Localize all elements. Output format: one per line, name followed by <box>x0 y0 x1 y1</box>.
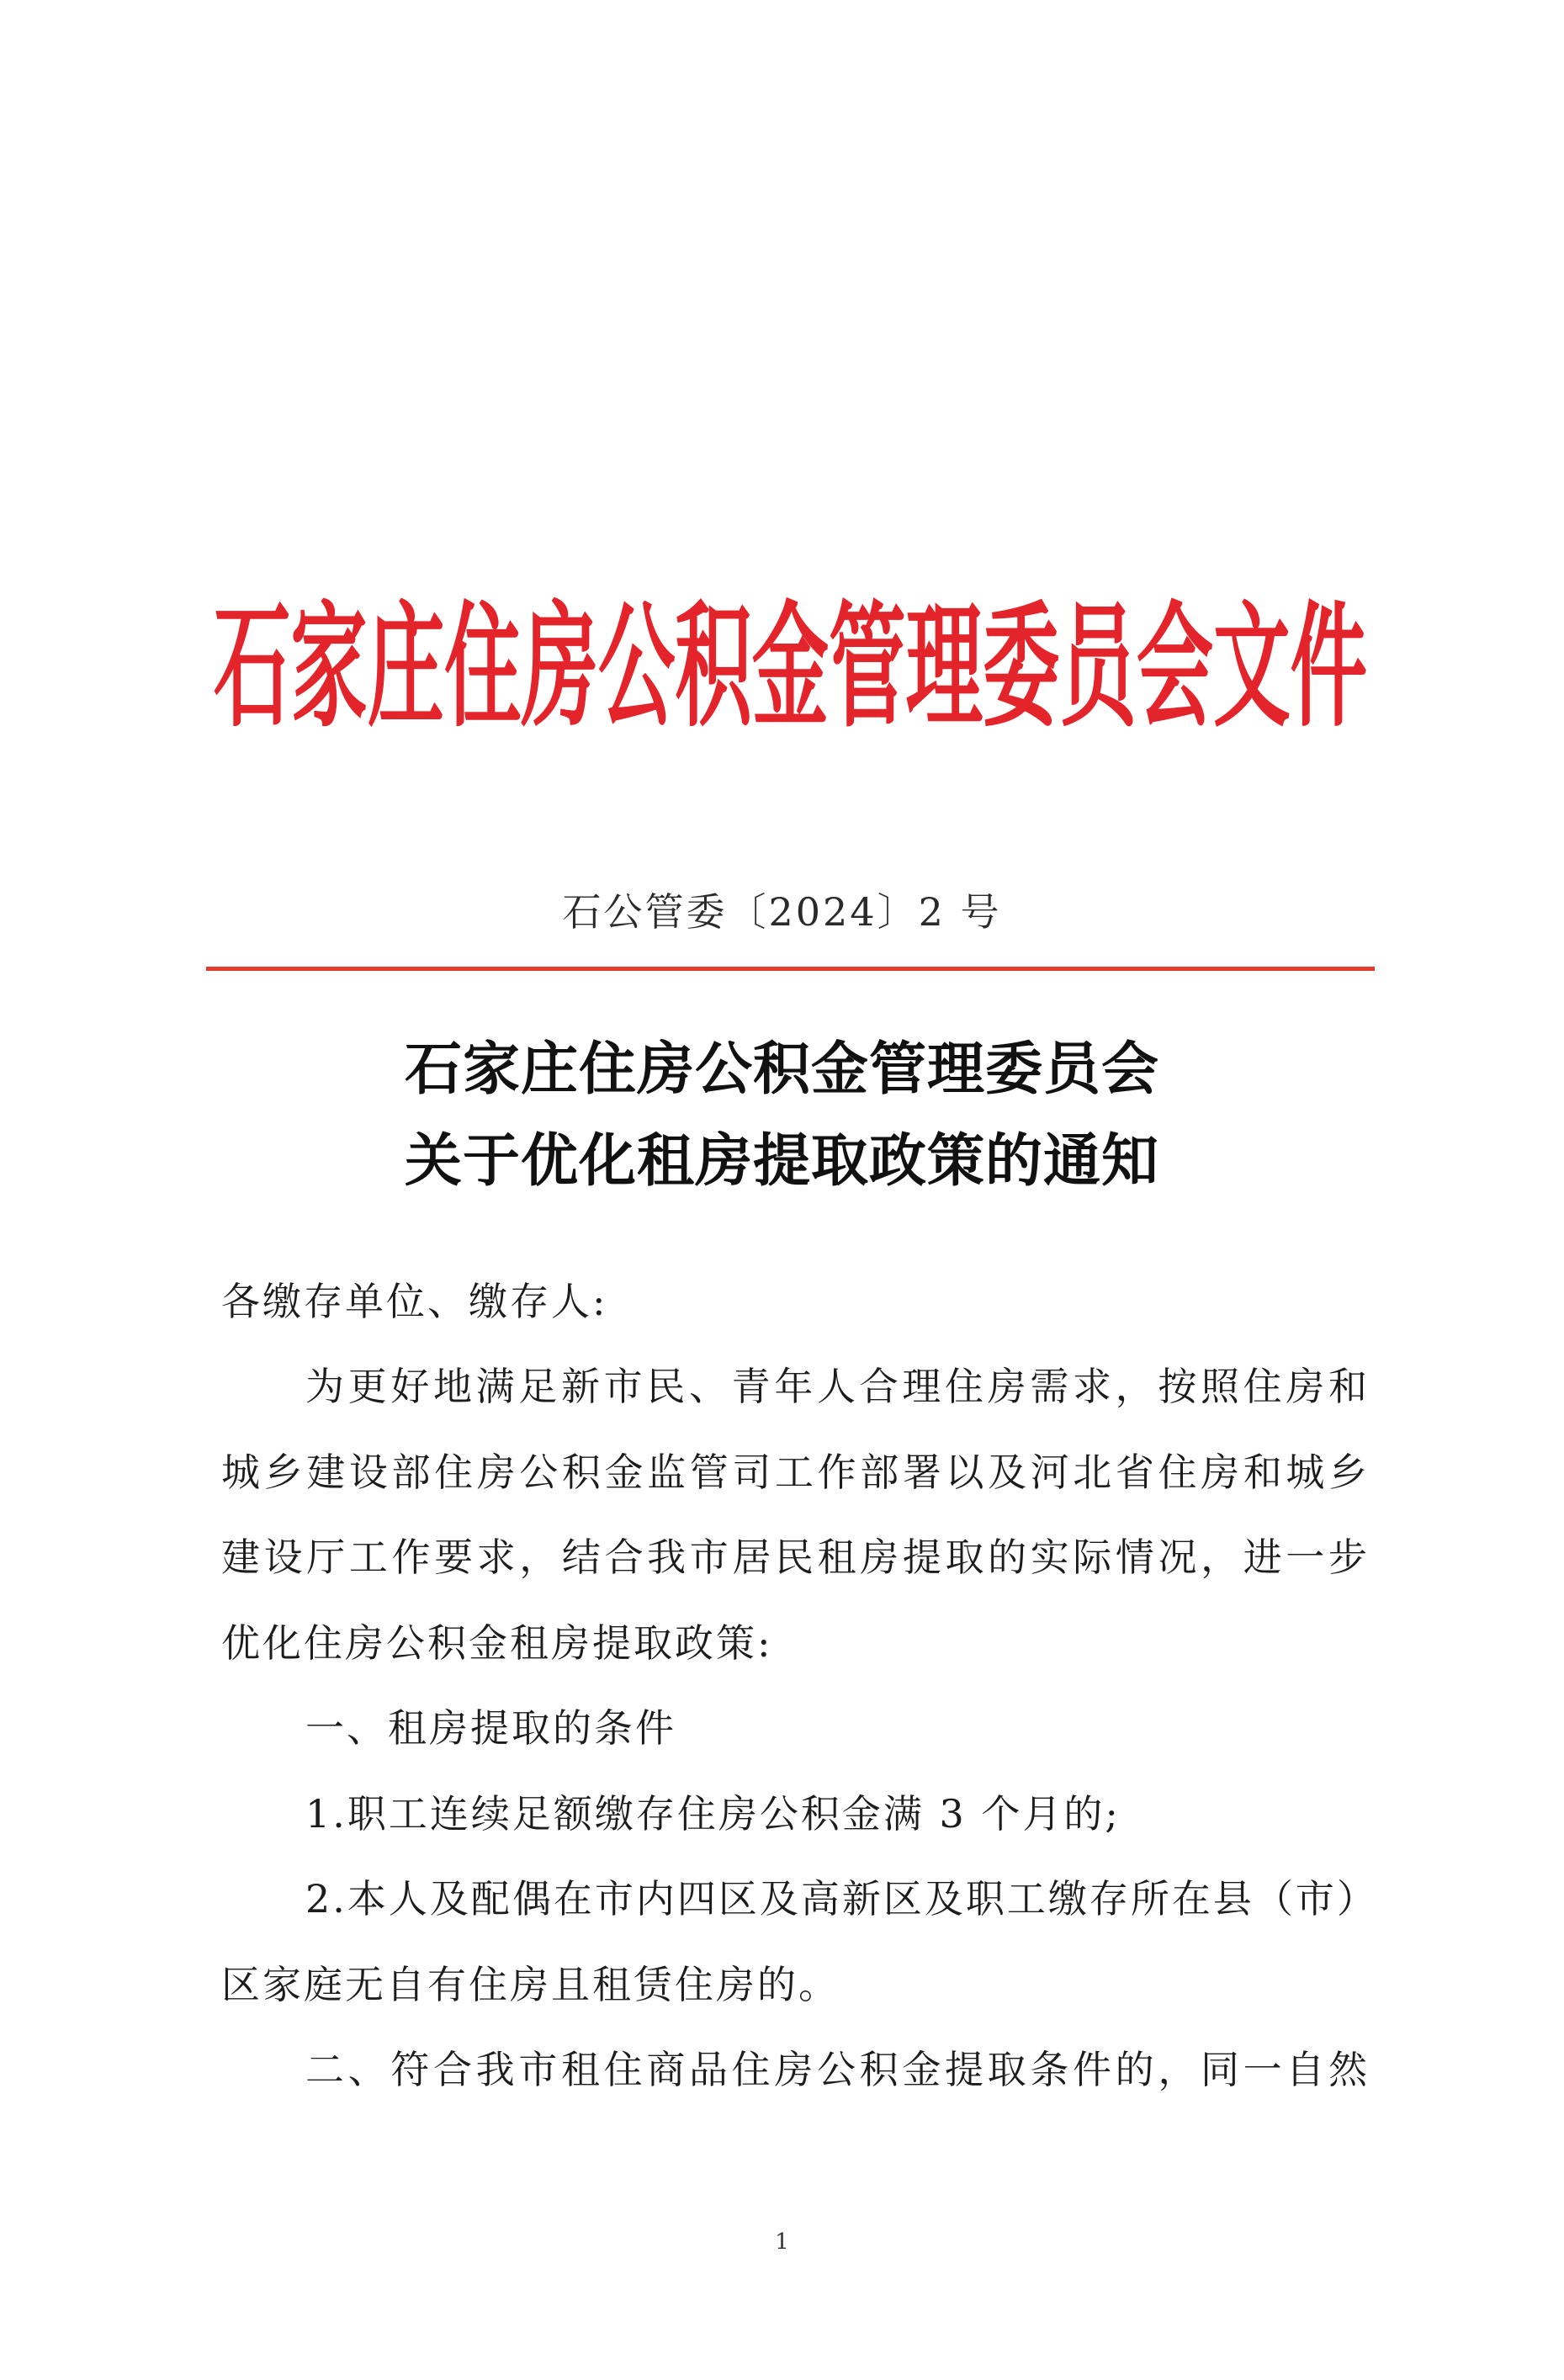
document-title-line-1: 石家庄住房公积金管理委员会 <box>404 1036 1159 1103</box>
body-paragraph-line: 建设厅工作要求，结合我市居民租房提取的实际情况，进一步 <box>221 1535 1370 1580</box>
document-title-line-2: 关于优化租房提取政策的通知 <box>404 1127 1159 1195</box>
salutation: 各缴存单位、缴存人: <box>221 1279 608 1324</box>
list-item: 2.本人及配偶在市内四区及高新区及职工缴存所在县（市） <box>305 1876 1378 1921</box>
body-paragraph-line: 优化住房公积金租房提取政策: <box>221 1620 773 1666</box>
section-heading: 一、租房提取的条件 <box>305 1705 676 1751</box>
header-title: 石家庄住房公积金管理委员会文件 <box>214 587 1367 745</box>
red-header <box>214 580 1367 745</box>
page-number: 1 <box>775 2229 789 2255</box>
red-divider-line <box>206 967 1375 971</box>
section-heading: 二、符合我市租住商品住房公积金提取条件的，同一自然 <box>305 2047 1370 2092</box>
list-item: 1.职工连续足额缴存住房公积金满 3 个月的; <box>305 1791 1121 1837</box>
body-paragraph-line: 城乡建设部住房公积金监管司工作部署以及河北省住房和城乡 <box>221 1450 1370 1495</box>
body-paragraph-line: 为更好地满足新市民、青年人合理住房需求，按照住房和 <box>305 1364 1370 1409</box>
document-number: 石公管委〔2024〕2 号 <box>562 889 1002 935</box>
list-item-continuation: 区家庭无自有住房且租赁住房的。 <box>221 1962 840 2007</box>
